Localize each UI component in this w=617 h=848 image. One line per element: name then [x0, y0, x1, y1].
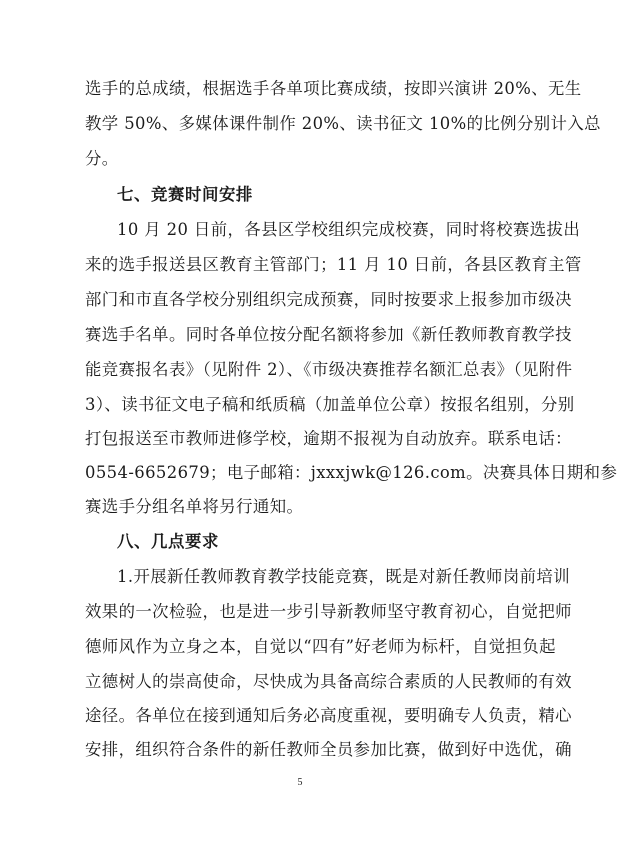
- text-line: 3）、读书征文电子稿和纸质稿（加盖单位公章）按报名组别，分别: [85, 395, 575, 414]
- text-line: 来的选手报送县区教育主管部门；11 月 10 日前，各县区教育主管: [85, 255, 582, 274]
- page-number: 5: [297, 777, 303, 788]
- section-heading-8: 八、几点要求: [117, 532, 219, 551]
- text-line: 教学 50%、多媒体课件制作 20%、读书征文 10%的比例分别计入总: [85, 114, 601, 133]
- text-line: 赛选手名单。同时各单位按分配名额将参加《新任教师教育教学技: [85, 325, 572, 344]
- text-line: 0554-6652679；电子邮箱：jxxxjwk@126.com。决赛具体日期和参: [85, 463, 617, 482]
- section-heading-7: 七、竞赛时间安排: [117, 185, 253, 204]
- text-line: 1.开展新任教师教育教学技能竞赛，既是对新任教师岗前培训: [117, 567, 570, 586]
- text-line: 效果的一次检验，也是进一步引导新教师坚守教育初心，自觉把师: [85, 602, 572, 621]
- text-line: 部门和市直各学校分别组织完成预赛，同时按要求上报参加市级决: [85, 290, 572, 309]
- text-line: 10 月 20 日前，各县区学校组织完成校赛，同时将校赛选拔出: [117, 220, 581, 239]
- text-line: 赛选手分组名单将另行通知。: [85, 497, 304, 516]
- text-line: 途径。各单位在接到通知后务必高度重视，要明确专人负责，精心: [85, 706, 572, 725]
- text-line: 安排，组织符合条件的新任教师全员参加比赛，做到好中选优，确: [85, 740, 572, 759]
- text-line: 德师风作为立身之本，自觉以“四有”好老师为标杆，自觉担负起: [85, 637, 556, 656]
- text-line: 打包报送至市教师进修学校，逾期不报视为自动放弃。联系电话：: [85, 429, 572, 448]
- text-line: 选手的总成绩，根据选手各单项比赛成绩，按即兴演讲 20%、无生: [85, 79, 582, 98]
- text-line: 立德树人的崇高使命，尽快成为具备高综合素质的人民教师的有效: [85, 672, 572, 691]
- text-line: 能竞赛报名表》（见附件 2）、《市级决赛推荐名额汇总表》（见附件: [85, 360, 573, 379]
- text-line: 分。: [85, 149, 119, 168]
